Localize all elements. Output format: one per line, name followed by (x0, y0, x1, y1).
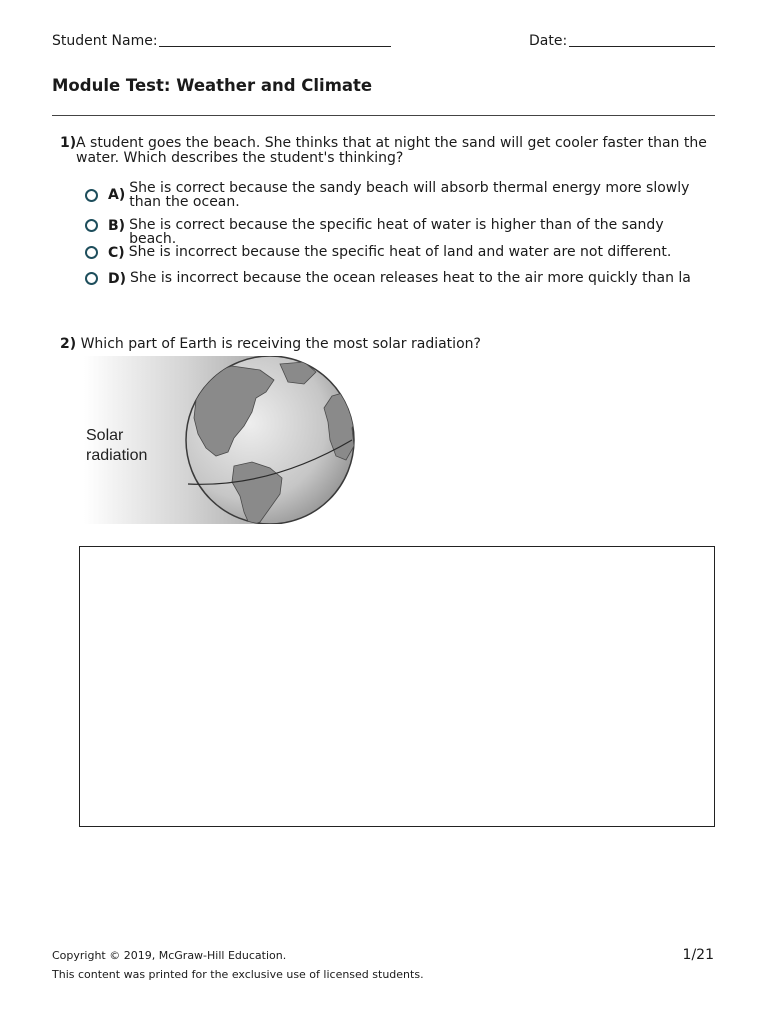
question-2 (60, 337, 720, 352)
question-1 (60, 136, 720, 166)
option-letter: A) (108, 187, 126, 203)
question-1-number: 1) (60, 135, 77, 151)
question-2-number: 2) (60, 336, 77, 352)
solar-radiation-figure (84, 356, 364, 524)
radio-button[interactable] (85, 272, 98, 285)
radio-button[interactable] (85, 246, 98, 259)
copyright-text: Copyright © 2019, McGraw-Hill Education. (52, 949, 287, 962)
student-name-label: Student Name: (52, 33, 158, 49)
radio-button[interactable] (85, 219, 98, 232)
answer-box[interactable] (79, 546, 715, 827)
option-text: She is incorrect because the specific heat of land and water are not different. (128, 244, 672, 260)
license-notice: This content was printed for the exclusive use of licensed students. (52, 968, 424, 981)
radio-button[interactable] (85, 189, 98, 202)
option-letter: C) (108, 245, 125, 261)
page-title: Module Test: Weather and Climate (52, 76, 373, 95)
date-label: Date: (529, 33, 568, 49)
figure-label-radiation: radiation (86, 447, 148, 464)
question-1-option-c[interactable] (85, 245, 715, 261)
option-text: She is correct because the sandy beach will absorb thermal energy more slowly than the ocean. (129, 180, 690, 210)
question-1-option-d[interactable] (85, 271, 715, 287)
question-1-option-a[interactable] (85, 181, 715, 209)
date-field[interactable] (569, 46, 715, 47)
question-2-text: Which part of Earth is receiving the most solar radiation? (80, 336, 481, 352)
question-1-text: A student goes the beach. She thinks that at night the sand will get cooler faster than the water. Which describes the student's thinking? (76, 135, 707, 166)
earth-globe-illustration (84, 356, 364, 524)
figure-label-solar: Solar (86, 427, 124, 444)
option-letter: D) (108, 271, 127, 287)
question-1-option-b[interactable] (85, 218, 715, 246)
option-text: She is incorrect because the ocean releases heat to the air more quickly than la (130, 270, 691, 286)
student-name-field[interactable] (159, 46, 391, 47)
page-number: 1/21 (682, 947, 714, 963)
title-divider (52, 115, 715, 116)
option-text: She is correct because the specific heat of water is higher than of the sandy beach. (129, 217, 664, 247)
option-letter: B) (108, 218, 126, 234)
